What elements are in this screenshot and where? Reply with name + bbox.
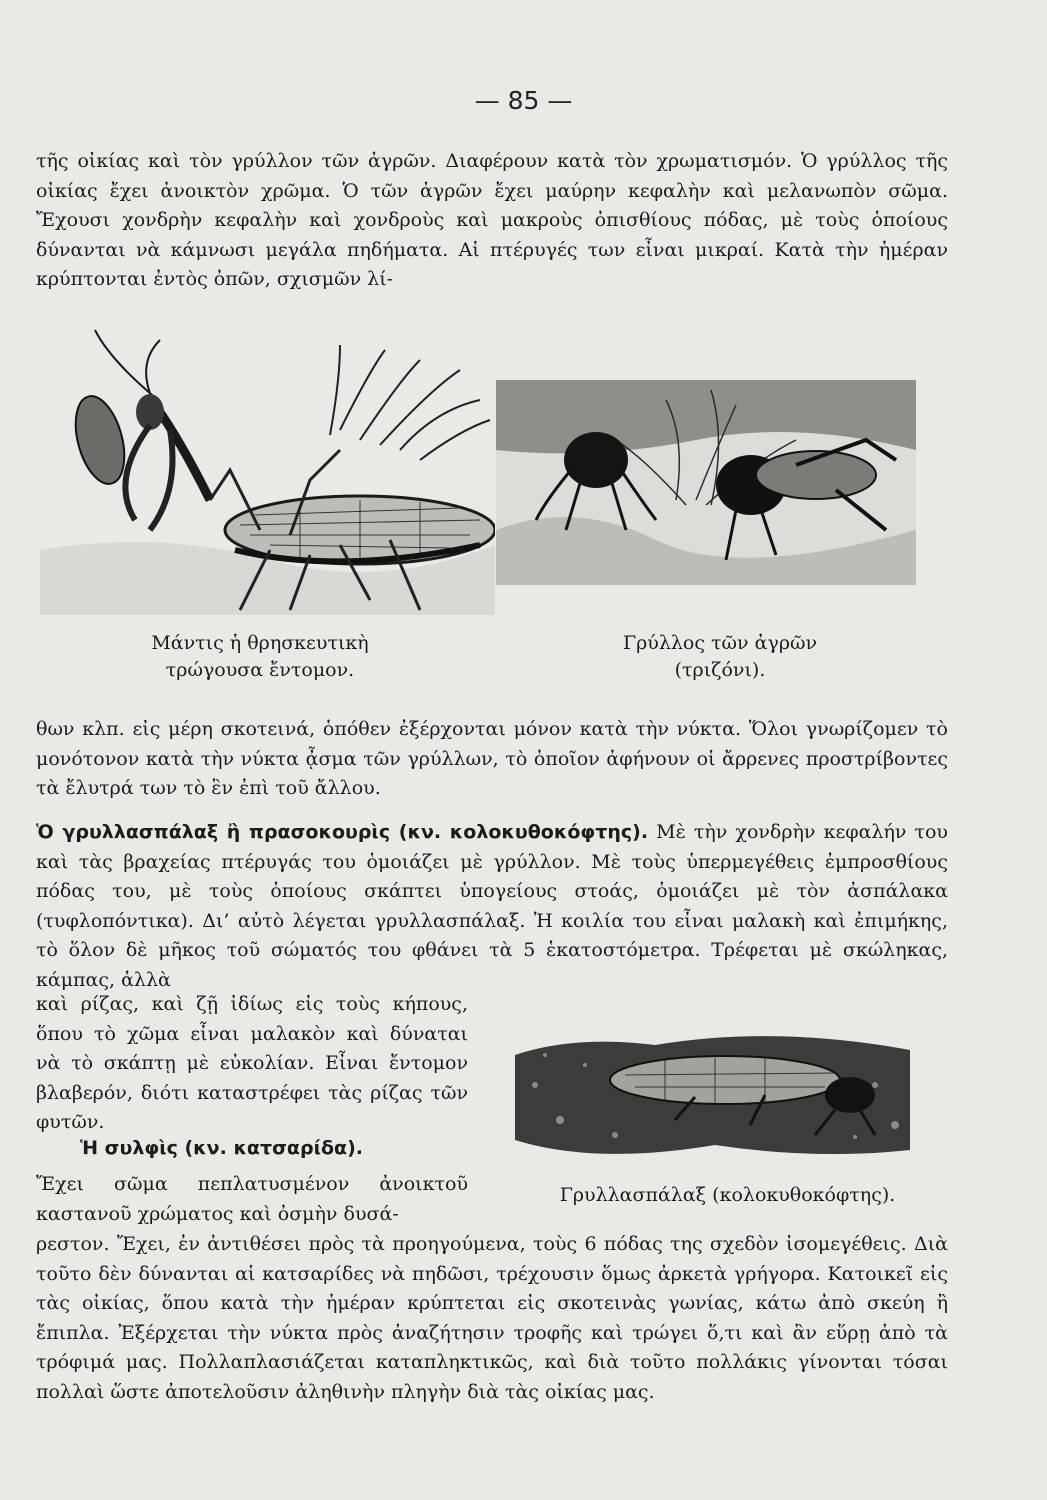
- page-number: — 85 —: [474, 86, 573, 115]
- paragraph-mole-cricket-habitat: καὶ ρίζας, καὶ ζῇ ἰδίως εἰς τοὺς κήπους, ὅπου τὸ χῶμα εἶναι μαλακὸν καὶ δύναται νὰ τὸ σκάπτῃ μὲ εὐκολίαν. Εἶναι ἔντομον βλαβερόν, διότι καταστρέφει τὰς ρίζας τῶν φυτῶν.: [36, 993, 468, 1133]
- mantis-illustration: [40, 320, 495, 615]
- cricket-caption-line-2: (τριζόνι).: [674, 659, 766, 681]
- mole-cricket-description: Μὲ τὴν χονδρὴν κεφαλήν του καὶ τὰς βραχείας πτέρυγάς του ὁμοιάζει μὲ γρύλλον. Μὲ τοὺς ὑπερμεγέθεις ἐμπροσθίους πόδας του, μὲ τοὺς ὁποίους σκάπτει ὑπογείους στοάς, ὁμοιάζει μὲ τὸν ἀσπάλακα (τυφλοπόντικα). Δι’ αὐτὸ λέγεται γρυλλασπάλαξ. Ἡ κοιλία του εἶναι μαλακὴ καὶ ἐπιμήκης, τὸ ὅλον δὲ μῆκος τοῦ σώματός του φθάνει τὰ 5 ἑκατοστόμετρα. Τρέφεται μὲ σκώληκας, κάμπας, ἀλλὰ: [36, 821, 948, 991]
- mole-cricket-illustration: [515, 1025, 910, 1160]
- paragraph-cockroach-intro: Ἔχει σῶμα πεπλατυσμένον ἀνοικτοῦ καστανοῦ χρώματος καὶ ὀσμὴν δυσά-: [36, 1173, 468, 1225]
- mantis-caption-line-2: τρώγουσα ἔντομον.: [165, 659, 355, 681]
- mantis-caption: [70, 630, 450, 684]
- paragraph-cricket-intro: τῆς οἰκίας καὶ τὸν γρύλλον τῶν ἀγρῶν. Διαφέρουν κατὰ τὸν χρωματισμόν. Ὁ γρύλλος τῆς οἰκίας ἔχει ἀνοικτὸν χρῶμα. Ὁ τῶν ἀγρῶν ἔχει μαύρην κεφαλὴν καὶ μελανωπὸν σῶμα. Ἔχουσι χονδρὴν κεφαλὴν καὶ χονδροὺς καὶ μακροὺς ὀπισθίους πόδας, μὲ τοὺς ὁποίους δύνανται νὰ κάμνωσι μεγάλα πηδήματα. Αἱ πτέρυγές των εἶναι μικραί. Κατὰ τὴν ἡμέραν κρύπτονται ἐντὸς ὀπῶν, σχισμῶν λί-: [36, 150, 948, 290]
- paragraph-mole-cricket-intro: [36, 818, 948, 995]
- cricket-caption: [555, 630, 885, 684]
- heading-mole-cricket: Ὁ γρυλλασπάλαξ ἢ πρασοκουρὶς (κν. κολοκυθοκόφτης).: [36, 821, 649, 843]
- mole-cricket-caption: Γρυλλασπάλαξ (κολοκυθοκόφτης).: [559, 1184, 896, 1206]
- heading-cockroach-wrap: [80, 1137, 480, 1159]
- cricket-caption-line-1: Γρύλλος τῶν ἀγρῶν: [622, 632, 818, 654]
- heading-cockroach: Ἡ συλφὶς (κν. κατσαρίδα).: [80, 1137, 363, 1159]
- paragraph-cricket-night: θων κλπ. εἰς μέρη σκοτεινά, ὁπόθεν ἐξέρχονται μόνον κατὰ τὴν νύκτα. Ὅλοι γνωρίζομεν τὸ μονότονον κατὰ τὴν νύκτα ᾆσμα τῶν γρύλλων, τὸ ὁποῖον ἀφήνουν οἱ ἄρρενες προστρίβοντες τὰ ἔλυτρά των τὸ ἓν ἐπὶ τοῦ ἄλλου.: [36, 718, 948, 799]
- cricket-illustration: [496, 380, 916, 585]
- paragraph-cockroach-habits: ρεστον. Ἔχει, ἐν ἀντιθέσει πρὸς τὰ προηγούμενα, τοὺς 6 πόδας της σχεδὸν ἰσομεγέθεις. Διὰ τοῦτο δὲν δύνανται αἱ κατσαρίδες νὰ πηδῶσι, τρέχουσιν ὅμως ἀρκετὰ γρήγορα. Κατοικεῖ εἰς τὰς οἰκίας, ὅπου κατὰ τὴν ἡμέραν κρύπτεται εἰς σκοτεινὰς γωνίας, κάτω ἀπὸ σκεύη ἢ ἔπιπλα. Ἐξέρχεται τὴν νύκτα πρὸς ἀναζήτησιν τροφῆς καὶ τρώγει ὅ,τι καὶ ἂν εὕρῃ ἀπὸ τὰ τρόφιμά μας. Πολλαπλασιάζεται καταπληκτικῶς, καὶ διὰ τοῦτο πολλάκις γίνονται τόσαι πολλαὶ ὥστε ἀποτελοῦσιν ἀληθινὴν πληγὴν διὰ τὰς οἰκίας μας.: [36, 1233, 948, 1403]
- mantis-caption-line-1: Μάντις ἡ θρησκευτικὴ: [151, 632, 369, 654]
